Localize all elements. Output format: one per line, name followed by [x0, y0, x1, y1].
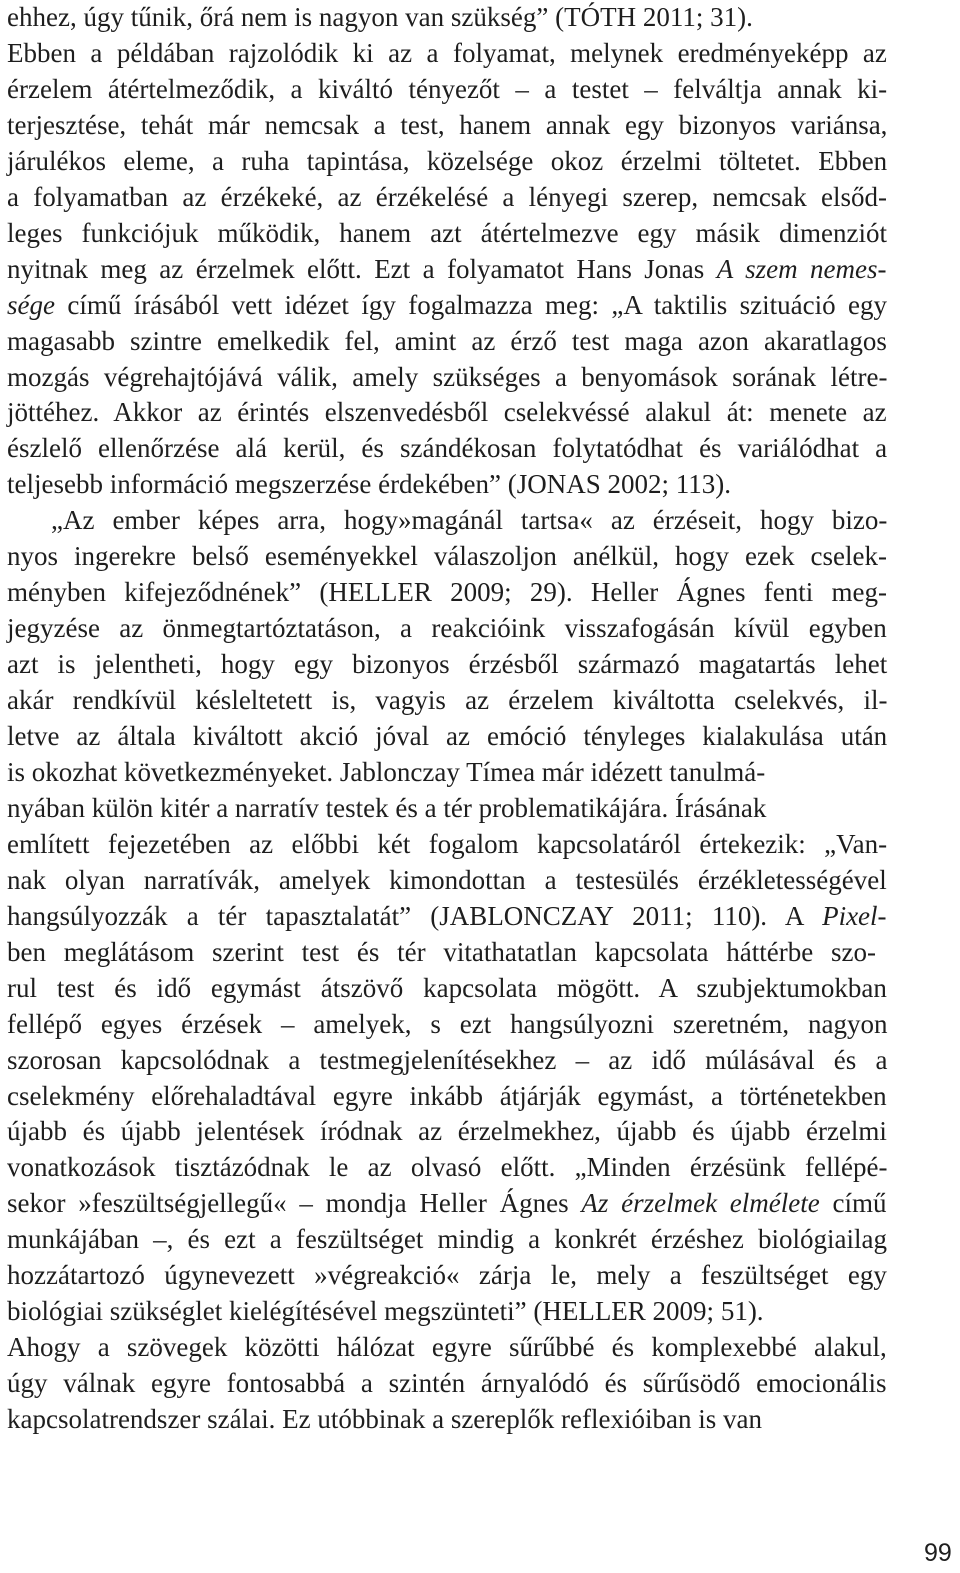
- text-line: [7, 216, 887, 251]
- text-line: [7, 324, 887, 359]
- text-segment: „Az ember képes arra, hogy»magánál tartsa« az érzéseit, hogy bizo-: [51, 505, 888, 536]
- text-segment: azt is jelentheti, hogy egy bizonyos érzésből származó magatartás lehet: [7, 649, 888, 680]
- text-line: [7, 180, 887, 215]
- text-line: [7, 1007, 887, 1042]
- text-segment: újabb és újabb jelentések íródnak az érzelmekhez, újabb és újabb érzelmi: [7, 1116, 887, 1147]
- text-segment: magasabb szintre emelkedik fel, amint az érző test maga azon akaratlagos: [7, 325, 887, 356]
- text-segment: úgy válnak egyre fontosabbá a szintén árnyalódó és sűrűsödő emocionális: [7, 1368, 887, 1399]
- text-line: [7, 288, 887, 323]
- text-line: [7, 755, 765, 790]
- text-line: [7, 1043, 887, 1078]
- text-line: [7, 719, 887, 754]
- text-line: [7, 144, 887, 179]
- text-segment: című írásából vett idézet így fogalmazza meg: „A taktilis szituáció egy: [54, 289, 887, 320]
- text-segment: ehhez, úgy tűnik, őrá nem is nagyon van szükség” (TÓTH 2011; 31).: [7, 2, 753, 32]
- text-segment: nyában külön kitér a narratív testek és a tér problematikájára. Írásának: [7, 792, 767, 823]
- text-line: [7, 467, 731, 502]
- text-segment: fellépő egyes érzések – amelyek, s ezt hangsúlyozni szeretném, nagyon: [7, 1008, 888, 1039]
- italic-title: A szem nemes-: [716, 253, 887, 284]
- text-segment: ben meglátásom szerint test és tér vitathatatlan kapcsolata háttérbe szo-: [7, 936, 876, 967]
- text-segment: Ahogy a szövegek közötti hálózat egyre sűrűbbé és komplexebbé alakul,: [7, 1332, 887, 1363]
- text-line: [7, 431, 887, 466]
- text-line: [7, 252, 887, 287]
- text-line: [7, 360, 887, 395]
- text-segment: című: [819, 1188, 887, 1219]
- text-line: [7, 1366, 887, 1401]
- text-segment: cselekmény előrehaladtával egyre inkább átjárják egymást, a történetekben: [7, 1080, 887, 1111]
- text-segment: említett fejezetében az előbbi két fogalom kapcsolatáról értekezik: „Van-: [7, 828, 888, 859]
- italic-title: Pixel: [822, 900, 878, 931]
- text-line: [7, 575, 887, 610]
- text-line: [7, 36, 887, 71]
- text-line: [7, 1150, 887, 1185]
- text-line: [7, 971, 887, 1006]
- text-segment: jegyzése az önmegtartóztatáson, a reakcióink visszafogásán kívül egyben: [7, 613, 887, 644]
- text-segment: munkájában –, és ezt a feszültséget mindig a konkrét érzéshez biológiailag: [7, 1224, 887, 1255]
- text-segment: szorosan kapcsolódnak a testmegjelenítésekhez – az idő múlásával és a: [7, 1044, 888, 1075]
- text-line: [7, 899, 887, 934]
- text-segment: teljesebb információ megszerzése érdekében” (JONAS 2002; 113).: [7, 469, 731, 500]
- text-line: [7, 1330, 887, 1365]
- text-segment: hangsúlyozzák a tér tapasztalatát” (JABLONCZAY 2011; 110). A: [7, 900, 823, 931]
- text-line: [7, 0, 753, 35]
- text-line: [7, 935, 876, 970]
- text-line: [7, 1186, 887, 1221]
- text-segment: akár rendkívül késleltetett is, vagyis az érzelem kiváltotta cselekvés, il-: [7, 685, 888, 716]
- italic-title: sége: [7, 289, 55, 320]
- text-segment: mozgás végrehajtójává válik, amely szükséges a benyomások sorának létre-: [7, 361, 888, 392]
- text-segment: kapcsolatrendszer szálai. Ez utóbbinak a szereplők reflexióiban is van: [7, 1404, 762, 1435]
- text-line: [7, 1222, 887, 1257]
- page-number: 99: [924, 1539, 952, 1567]
- text-line: [7, 539, 887, 574]
- text-segment: jöttéhez. Akkor az érintés elszenvedésből cselekvéssé alakul át: menete az: [7, 397, 887, 428]
- text-line: [7, 791, 766, 826]
- text-segment: nyitnak meg az érzelmek előtt. Ezt a folyamatot Hans Jonas: [7, 253, 717, 284]
- text-line: [51, 503, 887, 538]
- text-segment: is okozhat következményeket. Jablonczay Tímea már idézett tanulmá-: [7, 756, 766, 787]
- text-line: [7, 1258, 887, 1293]
- text-segment: leges funkciójuk működik, hanem azt átértelmezve egy másik dimenziót: [7, 217, 887, 248]
- text-segment: terjesztése, tehát már nemcsak a test, hanem annak egy bizonyos variánsa,: [7, 109, 888, 140]
- text-line: [7, 1114, 887, 1149]
- text-segment: rul test és idő egymást átszövő kapcsolata mögött. A szubjektumokban: [7, 972, 887, 1003]
- text-line: [7, 108, 887, 143]
- text-line: [7, 863, 887, 898]
- italic-title: Az érzelmek elmélete: [581, 1188, 820, 1219]
- text-segment: -: [877, 900, 887, 931]
- text-line: [7, 395, 887, 430]
- text-segment: nyos ingerekre belső eseményekkel válaszoljon anélkül, hogy ezek cselek-: [7, 541, 887, 572]
- text-segment: vonatkozások tisztázódnak le az olvasó előtt. „Minden érzésünk fellépé-: [7, 1152, 888, 1183]
- text-segment: hozzátartozó úgynevezett »végreakció« zárja le, mely a feszültséget egy: [7, 1260, 887, 1291]
- text-line: [7, 1079, 887, 1114]
- text-segment: ményben kifejeződnének” (HELLER 2009; 29). Heller Ágnes fenti meg-: [7, 577, 887, 608]
- text-line: [7, 683, 887, 718]
- text-segment: nak olyan narratívák, amelyek kimondottan a testesülés érzékletességével: [7, 864, 887, 895]
- text-segment: a folyamatban az érzékeké, az érzékelésé a lényegi szerep, nemcsak elsőd-: [7, 181, 888, 212]
- text-line: [7, 72, 887, 107]
- text-line: [7, 1294, 764, 1329]
- text-segment: sekor »feszültségjellegű« – mondja Heller Ágnes: [7, 1188, 582, 1219]
- text-line: [7, 1402, 762, 1437]
- text-line: [7, 647, 887, 682]
- text-segment: biológiai szükséglet kielégítésével megszünteti” (HELLER 2009; 51).: [7, 1296, 764, 1327]
- text-segment: letve az általa kiváltott akció jóval az emóció tényleges kialakulása után: [7, 721, 888, 751]
- text-segment: érzelem átértelmeződik, a kiváltó tényezőt – a testet – felváltja annak ki-: [7, 73, 888, 104]
- text-line: [7, 827, 887, 862]
- text-segment: járulékos eleme, a ruha tapintása, közelsége okoz érzelmi töltetet. Ebben: [7, 145, 888, 176]
- text-line: [7, 611, 887, 646]
- text-segment: észlelő ellenőrzése alá kerül, és szándékosan folytatódhat és variálódhat a: [7, 433, 888, 464]
- text-segment: Ebben a példában rajzolódik ki az a folyamat, melynek eredményeképp az: [7, 37, 887, 68]
